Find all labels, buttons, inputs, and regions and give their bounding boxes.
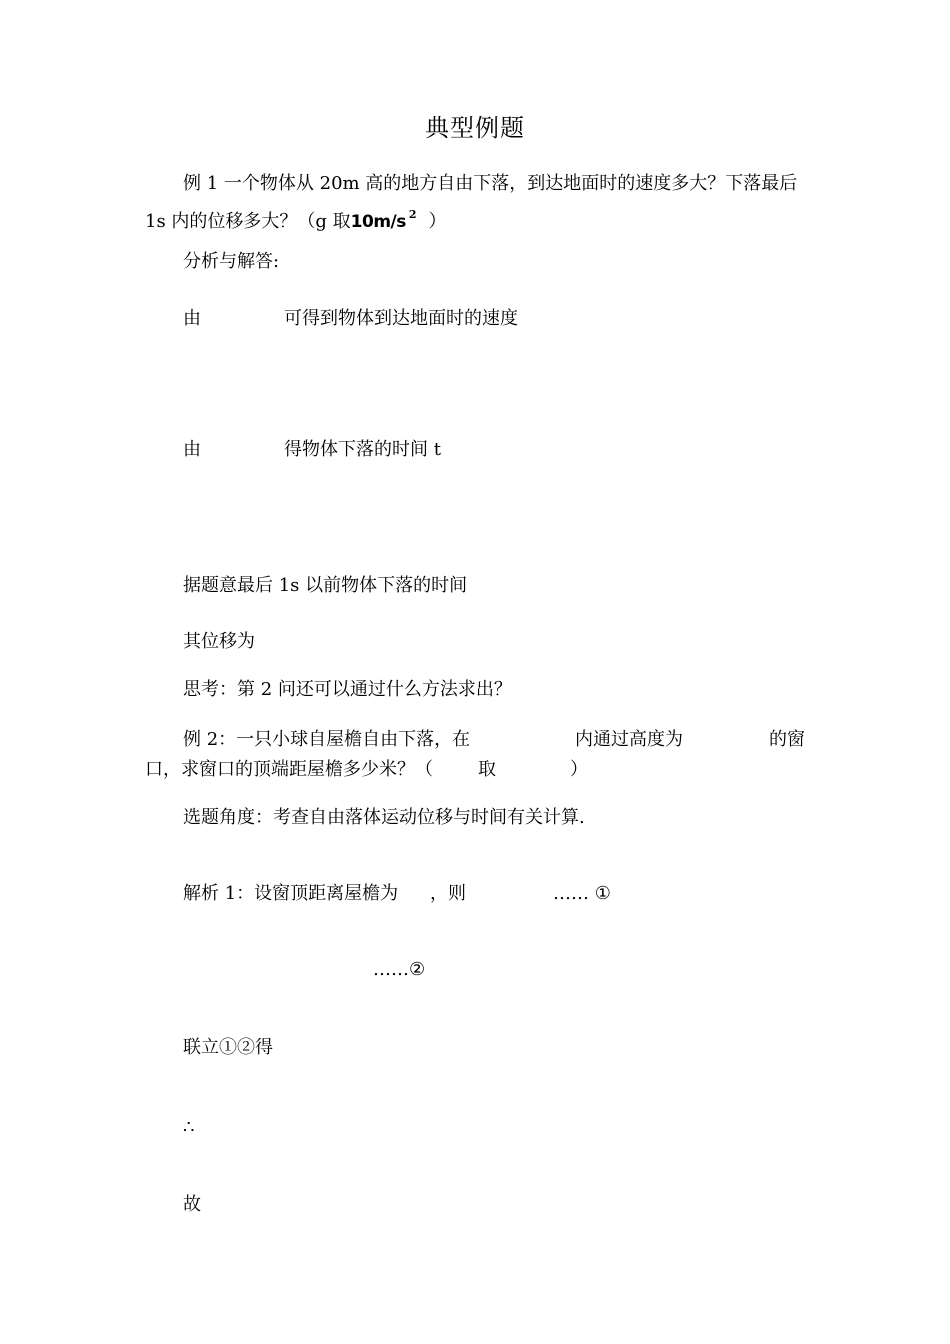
example-1-question-text: 1s 内的位移多大？（g 取	[145, 211, 351, 232]
example-2-line-2-c: ）	[570, 759, 588, 780]
think-question: 思考：第 2 问还可以通过什么方法求出？	[183, 679, 512, 700]
solution-1-equation-1-marker: …… ①	[553, 883, 611, 904]
example-2-part-b: 内通过高度为	[575, 729, 683, 750]
example-1-line-1: 例 1 一个物体从 20m 高的地方自由下落，到达地面时的速度多大？下落最后	[183, 173, 798, 194]
example-2-line-2-a: 口，求窗口的顶端距屋檐多少米？（	[145, 759, 433, 780]
step-4-text: 其位移为	[183, 631, 255, 652]
step-1-text: 可得到物体到达地面时的速度	[284, 308, 518, 329]
combine-equations-text: 联立①②得	[183, 1037, 273, 1058]
solution-1-part-b: ，则	[430, 883, 466, 904]
example-2-part-a: 例 2：一只小球自屋檐自由下落，在	[183, 729, 471, 750]
hence-text: 故	[183, 1194, 201, 1215]
gravity-exponent: 2	[408, 208, 417, 221]
example-1-closing-paren: ）	[428, 211, 447, 232]
example-1-line-2	[145, 203, 447, 234]
analysis-heading: 分析与解答:	[183, 251, 280, 272]
gravity-value: 10m/s	[350, 212, 406, 232]
solution-1-part-a: 解析 1：设窗顶距离屋檐为	[183, 883, 399, 904]
therefore-symbol: ∴	[183, 1117, 195, 1138]
step-1-from: 由	[183, 308, 201, 329]
example-2-part-c: 的窗	[769, 729, 805, 750]
example-2-line-2-b: 取	[478, 759, 496, 780]
solution-1-equation-2-marker: ……②	[373, 959, 426, 980]
step-2-text: 得物体下落的时间 t	[284, 439, 441, 460]
step-3-text: 据题意最后 1s 以前物体下落的时间	[183, 575, 468, 596]
topic-angle: 选题角度：考查自由落体运动位移与时间有关计算.	[183, 807, 585, 828]
step-2-from: 由	[183, 439, 201, 460]
page-title: 典型例题	[425, 114, 525, 142]
